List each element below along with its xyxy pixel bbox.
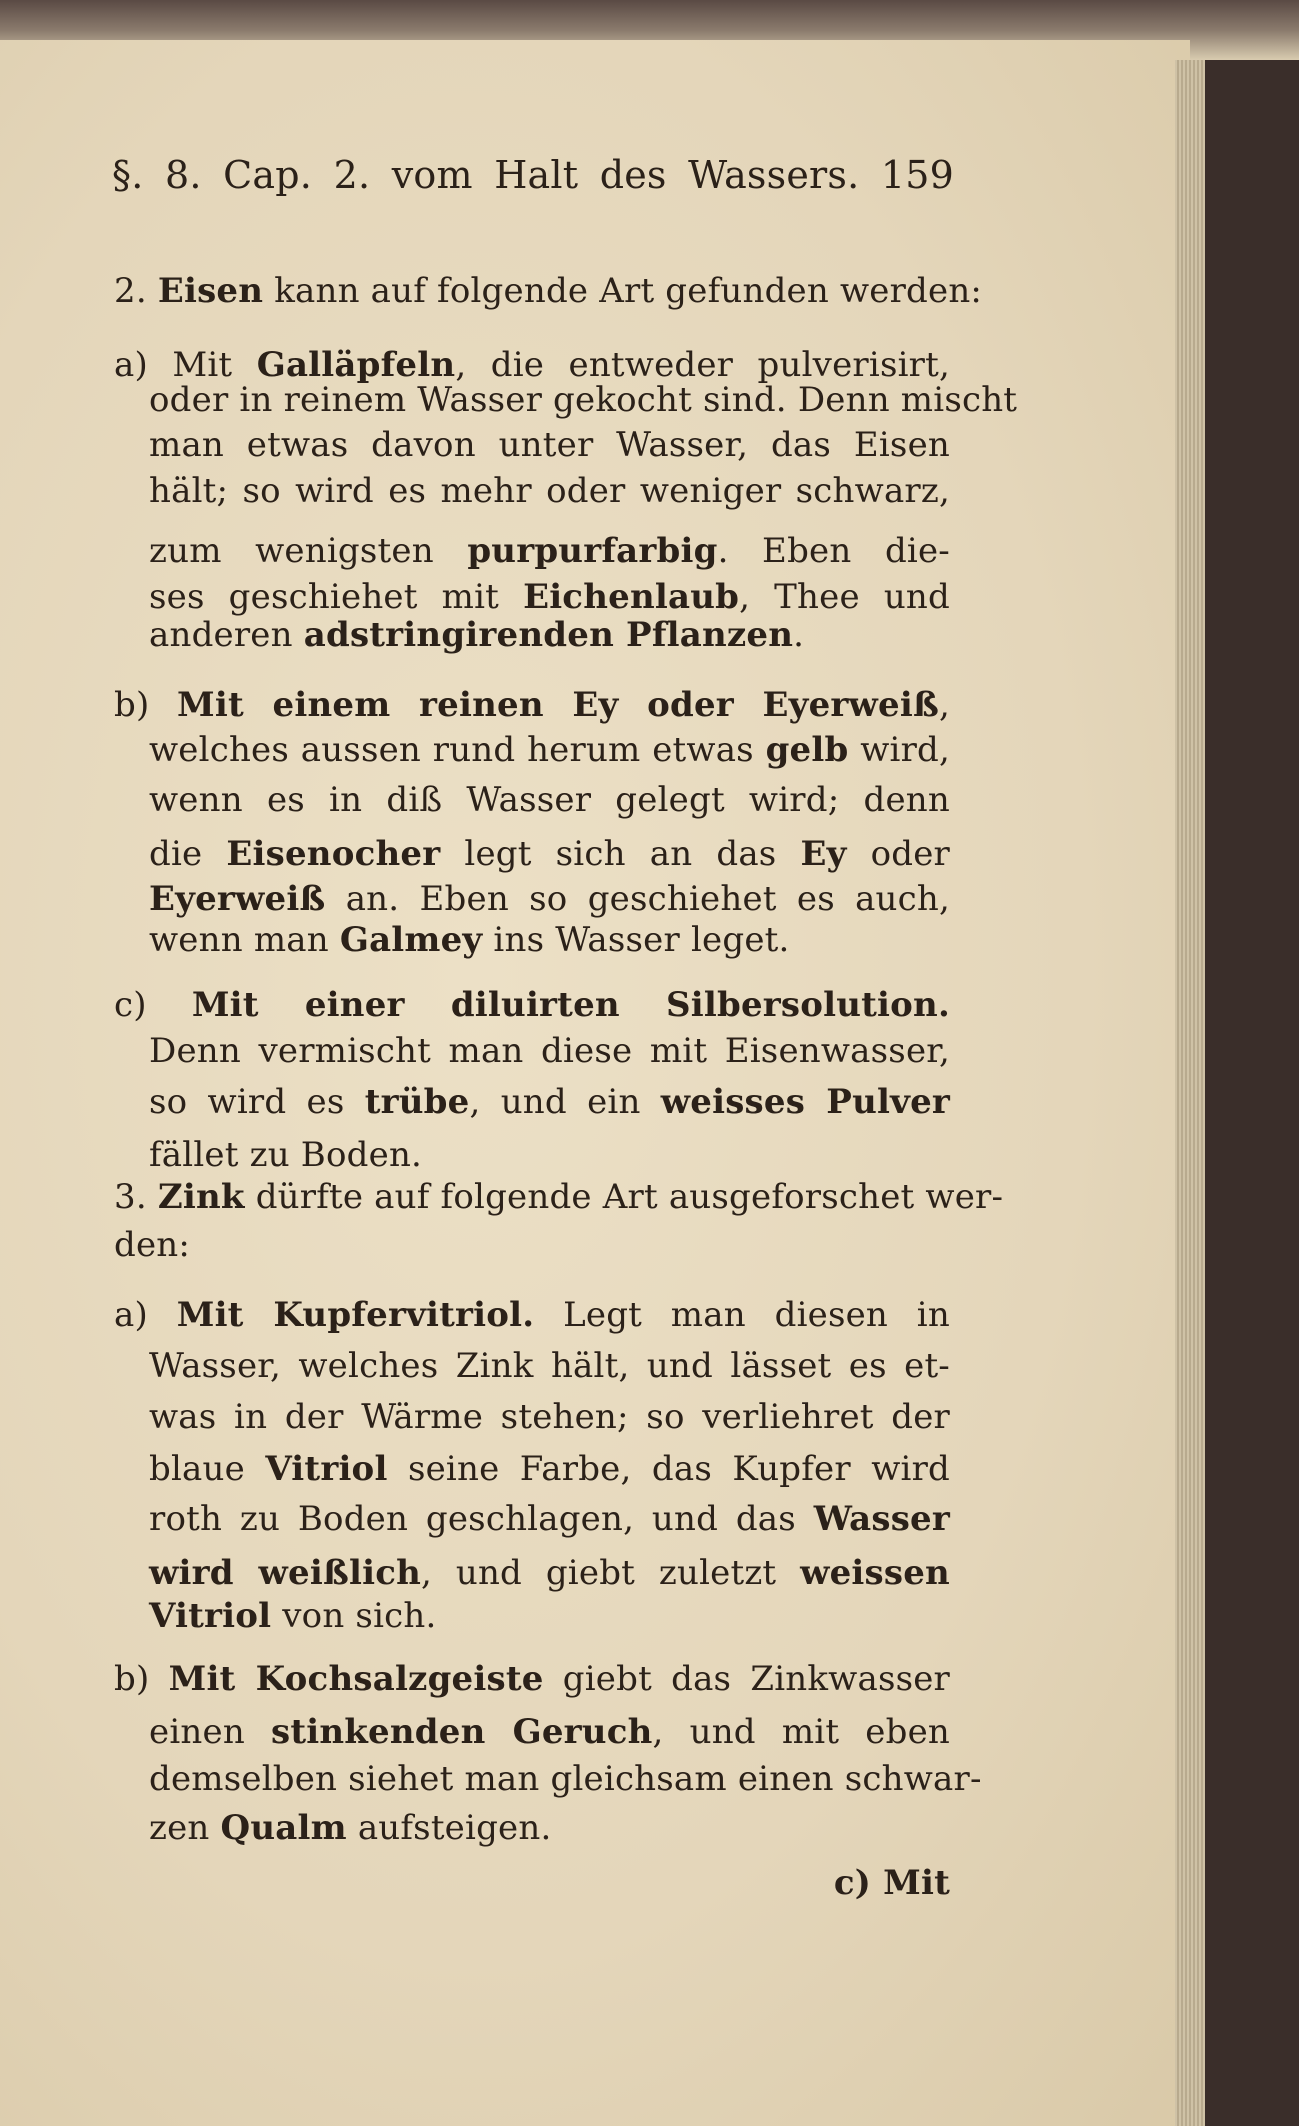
text-line [114, 1659, 951, 1699]
text-segment: ins Wasser leget. [482, 920, 790, 960]
text-segment: roth zu Boden geschlagen, und das [149, 1499, 814, 1539]
emphasized-text: Mit Kupfervitriol. [176, 1295, 535, 1335]
text-segment: , und mit eben [652, 1712, 950, 1752]
text-segment: 2. [114, 271, 158, 311]
emphasized-text: Vitriol [265, 1449, 388, 1489]
text-segment: , und giebt zuletzt [421, 1553, 801, 1593]
emphasized-text: Eichenlaub [523, 577, 740, 617]
text-line [149, 1596, 950, 1636]
emphasized-text: gelb [765, 730, 849, 770]
text-line [149, 730, 950, 770]
text-line [149, 1346, 950, 1386]
text-line [114, 1225, 950, 1265]
text-segment: ses geschiehet mit [149, 577, 524, 617]
emphasized-text: Galläpfeln [256, 345, 456, 385]
text-segment: fället zu Boden. [149, 1135, 423, 1175]
text-segment: den: [114, 1225, 191, 1265]
emphasized-text: adstringirenden Pflanzen [303, 615, 794, 655]
text-segment: 3. [114, 1177, 158, 1217]
text-line [149, 1397, 950, 1437]
text-segment: Wasser, welches Zink hält, und lässet es et- [149, 1346, 950, 1386]
text-line [149, 380, 1018, 420]
emphasized-text: weisses Pulver [660, 1082, 951, 1122]
text-segment: , [938, 685, 950, 725]
text-line [149, 1499, 950, 1539]
text-line [149, 879, 950, 919]
emphasized-text: Eisenocher [226, 834, 441, 874]
emphasized-text: wird weißlich [149, 1553, 422, 1593]
emphasized-text: Mit Kochsalzgeiste [168, 1659, 544, 1699]
text-line [149, 1553, 950, 1593]
text-line [149, 834, 951, 874]
text-line [149, 1808, 950, 1848]
text-segment: welches aussen rund herum etwas [149, 730, 766, 770]
emphasized-text: Qualm [220, 1808, 347, 1848]
text-segment: demselben siehet man gleichsam einen schwar- [149, 1759, 982, 1799]
text-line [114, 685, 950, 725]
text-segment: Denn vermischt man diese mit Eisenwasser, [149, 1031, 950, 1071]
text-line [149, 1759, 982, 1799]
emphasized-text: Mit einem reinen Ey oder Eyerweiß [177, 685, 939, 725]
text-line [149, 615, 950, 655]
text-segment: a) [114, 1295, 177, 1335]
emphasized-text: Eisen [157, 271, 264, 311]
text-segment: wird, [848, 730, 950, 770]
text-line [149, 1712, 950, 1752]
emphasized-text: purpurfarbig [467, 531, 718, 571]
header-section: §. 8. [112, 153, 202, 197]
emphasized-text: Vitriol [149, 1596, 272, 1636]
text-line [149, 1135, 950, 1175]
text-segment: an. Eben so geschiehet es auch, [325, 879, 950, 919]
text-segment: b) [114, 685, 178, 725]
text-line [149, 920, 950, 960]
text-segment: . [793, 615, 805, 655]
text-segment: wenn es in diß Wasser gelegt wird; denn [149, 780, 950, 820]
text-segment: dürfte auf folgende Art ausgeforschet wer- [244, 1177, 1004, 1217]
emphasized-text: Zink [157, 1177, 245, 1217]
text-segment: oder in reinem Wasser gekocht sind. Denn mischt [149, 380, 1018, 420]
page-number: 159 [880, 153, 955, 197]
text-segment: , und ein [469, 1082, 661, 1122]
text-segment: Legt man diesen in [534, 1295, 950, 1335]
text-segment: , die entweder pulverisirt, [455, 345, 950, 385]
text-line [149, 1449, 951, 1489]
text-line [149, 425, 950, 465]
emphasized-text: Eyerweiß [149, 879, 326, 919]
text-segment: zen [149, 1808, 221, 1848]
text-line [149, 780, 950, 820]
text-segment: a) Mit [114, 345, 257, 385]
text-line [114, 1177, 1004, 1217]
emphasized-text: trübe [364, 1082, 470, 1122]
text-segment: legt sich an das [440, 834, 801, 874]
text-segment: , Thee und [739, 577, 950, 617]
emphasized-text: stinkenden Geruch [270, 1712, 653, 1752]
emphasized-text: Wasser [813, 1499, 950, 1539]
text-line [149, 471, 950, 511]
emphasized-text: Mit einer diluirten Silbersolution. [191, 985, 951, 1025]
text-segment: so wird es [149, 1082, 365, 1122]
header-title: vom Halt des Wassers. [391, 153, 860, 197]
text-segment: blaue [149, 1449, 266, 1489]
text-segment: einen [149, 1712, 271, 1752]
text-segment: zum wenigsten [149, 531, 468, 571]
text-segment: c) [114, 985, 192, 1025]
text-segment: oder [846, 834, 951, 874]
page-stack-edge [1175, 60, 1205, 2126]
text-segment: anderen [149, 615, 304, 655]
text-line [114, 271, 983, 311]
text-segment: . Eben die- [717, 531, 950, 571]
text-line [149, 1031, 950, 1071]
text-line [114, 985, 951, 1025]
text-segment: man etwas davon unter Wasser, das Eisen [149, 425, 950, 465]
text-segment: von sich. [271, 1596, 437, 1636]
header-chapter: Cap. 2. [223, 153, 371, 197]
text-line [149, 531, 950, 571]
emphasized-text: Ey [800, 834, 847, 874]
text-segment: die [149, 834, 227, 874]
text-line [114, 345, 950, 385]
text-segment: wenn man [149, 920, 340, 960]
text-segment: kann auf folgende Art gefunden werden: [263, 271, 983, 311]
text-segment: aufsteigen. [346, 1808, 552, 1848]
text-line [149, 577, 950, 617]
emphasized-text: Galmey [339, 920, 483, 960]
running-header [112, 153, 955, 197]
emphasized-text: weissen [800, 1553, 950, 1593]
text-segment: was in der Wärme stehen; so verliehret der [149, 1397, 950, 1437]
text-segment: b) [114, 1659, 169, 1699]
text-segment: hält; so wird es mehr oder weniger schwarz, [149, 471, 950, 511]
text-segment: seine Farbe, das Kupfer wird [387, 1449, 951, 1489]
text-segment: giebt das Zinkwasser [543, 1659, 951, 1699]
catchword: c) Mit [833, 1863, 950, 1903]
text-line [114, 1295, 950, 1335]
text-line [149, 1082, 951, 1122]
